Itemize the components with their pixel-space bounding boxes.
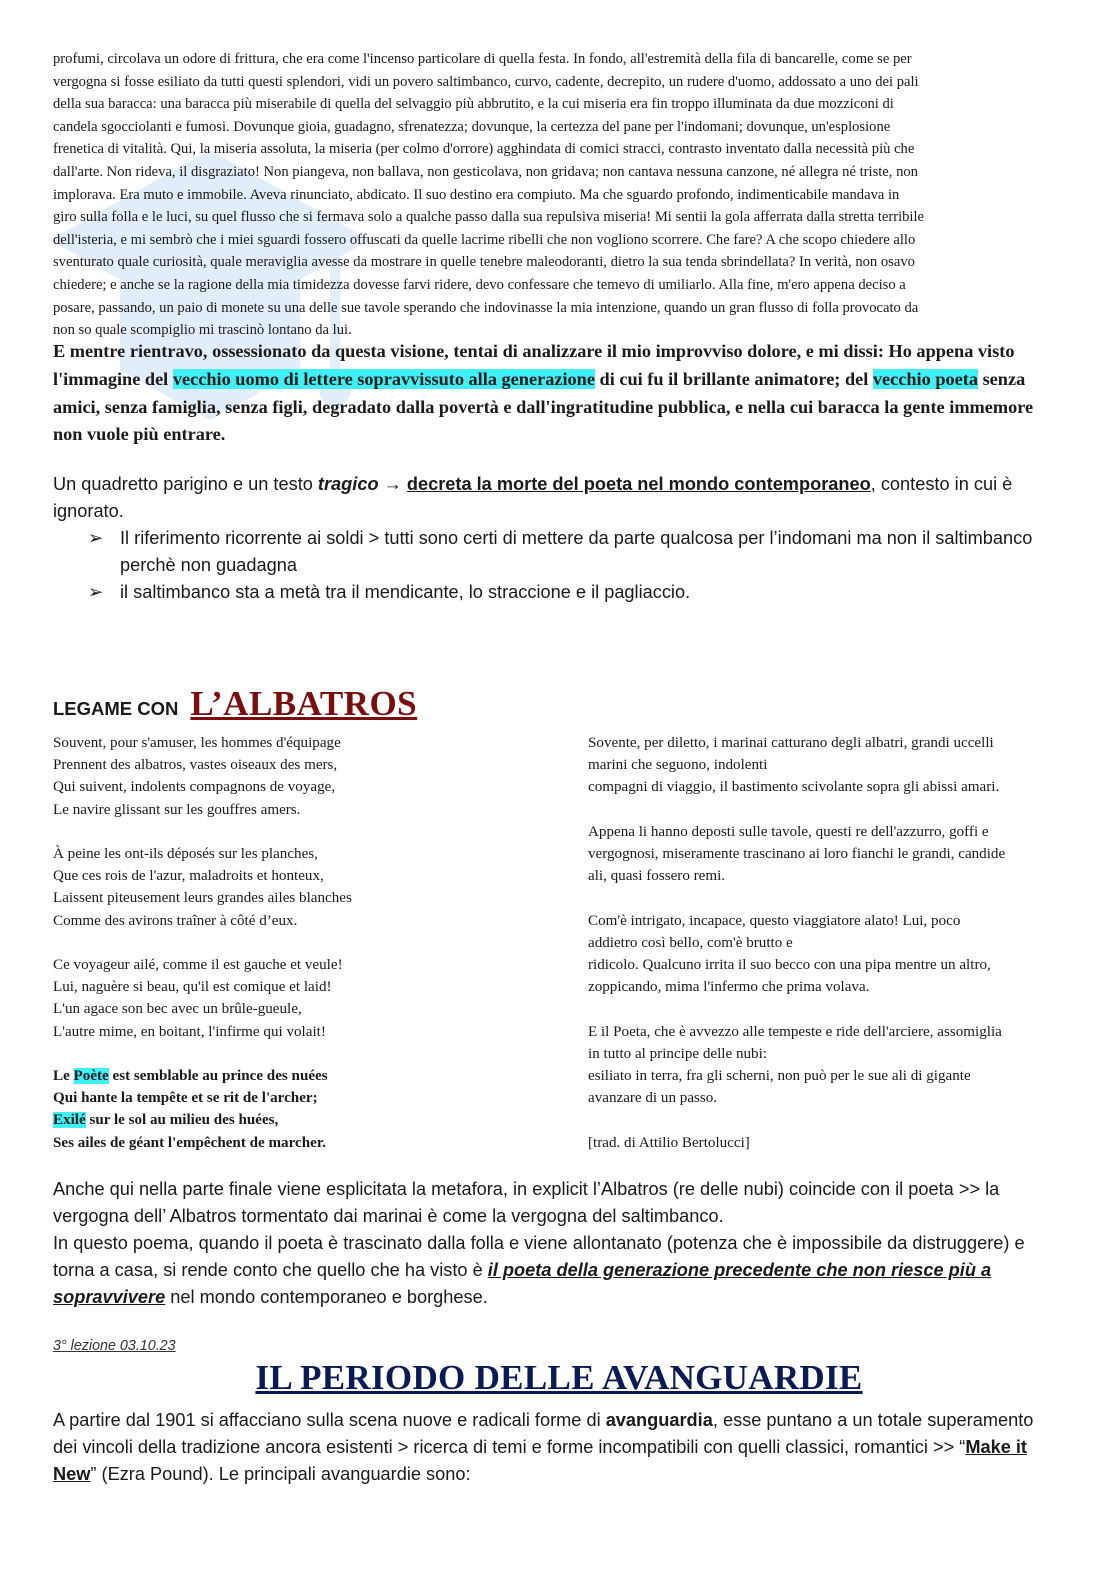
poem-line: Comme des avirons traîner à côté d’eux. [53,912,298,929]
albatros-heading [53,684,417,724]
poem-line: Le navire glissant sur les gouffres amers. [53,801,301,818]
prose-line: giro sulla folla e le luci, su quel flusso che si fermava solo a qualche passo dalla sua repulsiva miseria! Mi sentii la gola afferrata dalla stretta terribile [53,209,925,226]
comment-paragraph-1: Anche qui nella parte finale viene esplicitata la metafora, in explicit l’Albatros (re delle nubi) coincide con il poeta >> la vergogna dell’ Albatros tormentato dai marinai è come la vergogna del saltimbanco. [53,1179,1000,1226]
avanguardia-word: avanguardia [605,1410,713,1430]
list-item [88,579,1053,606]
poem-stanza [588,1021,1058,1110]
quadretto-paragraph [53,471,1053,525]
poem-line: Lui, naguère si beau, qu'il est comique et laid! [53,979,332,996]
poem-line: Que ces rois de l'azur, maladroits et honteux, [53,868,324,885]
avanguardie-text: , esse puntano a un totale superamento dei vincoli della tradizione ancora esistenti > ricerca di temi e forme incompatibili con quelli classici, romantici >> “ [53,1410,1034,1457]
comment-paragraph-2 [53,1230,1058,1311]
poem-line [53,1109,553,1131]
prose-line: non so quale scompiglio mi trascinò lontano da lui. [53,322,352,339]
poem-line: Prennent des albatros, vastes oiseaux des mers, [53,757,338,774]
poem-text: Le [53,1068,74,1084]
poem-line: Sovente, per diletto, i marinai catturano degli albatri, grandi uccelli [588,735,994,751]
translation-credit: [trad. di Attilio Bertolucci] [588,1134,750,1151]
prose-line: dell'isteria, e mi sembrò che i miei sguardi fossero offuscati da quelle lacrime ribelli che non vogliono scorrere. Che fare? A che scopo chiedere allo [53,231,916,248]
albatros-heading-title: L’ALBATROS [190,684,418,723]
poem-stanza [53,1065,553,1154]
highlight-text: vecchio poeta [872,368,978,389]
poem-stanza [53,954,553,1043]
arrow-bullet-icon: ➢ [88,582,104,602]
tragico-word: tragico [317,474,379,494]
poem-line: ridicolo. Qualcuno irrita il suo becco con una pipa mentre un altro, [588,957,991,973]
poem-text: sur le sol au milieu des huées, [85,1112,279,1129]
poem-line: esiliato in terra, fra gli scherni, non può per le sue ali di gigante [588,1068,971,1084]
poem-stanza [53,843,553,932]
highlight-text: Poète [73,1068,109,1084]
prose-line: vergogna si fosse esiliato da tutti questi splendori, vidi un povero saltimbanco, curvo, cadente, decrepito, un rudere d'uomo, addossato a uno dei pali [53,73,919,90]
poem-line: marini che seguono, indolenti [588,757,768,774]
poem-line: E il Poeta, che è avvezzo alle tempeste e ride dell'arciere, assomiglia [588,1023,1002,1040]
poem-line: L'autre mime, en boitant, l'infirme qui volait! [53,1023,326,1040]
prose-line: frenetica di vitalità. Qui, la miseria assoluta, la miseria (per colmo d'orrore) agghindata di comici stracci, contrasto inventato dalla necessità più che [53,141,915,158]
lesson-date-note: 3° lezione 03.10.23 [53,1338,176,1354]
poem-stanza [588,732,1058,799]
poem-line: Appena li hanno deposti sulle tavole, questi re dell'azzurro, goffi e [588,823,989,840]
bold-conclusion-paragraph [53,338,1065,449]
poem-line: Com'è intrigato, incapace, questo viaggiatore alato! Lui, poco [588,912,961,929]
prose-line: chiedere; e anche se la ragione della mia timidezza dovesse farvi ridere, devo confessare che temevo di umiliarlo. Alla fine, m'ero appena deciso a [53,276,906,293]
poem-italian [588,732,1058,1154]
albatros-heading-label: LEGAME CON [53,698,179,719]
comment-text: nel mondo contemporaneo e borghese. [165,1287,488,1307]
bold-text: di cui fu il brillante animatore; del [594,368,873,389]
poem-stanza [588,910,1058,999]
poem-line: L'un agace son bec avec un brûle-gueule, [53,1001,302,1018]
poem-line: Souvent, pour s'amuser, les hommes d'équipage [53,735,341,751]
highlight-text: vecchio uomo di lettere sopravvissuto alla generazione [172,368,595,389]
prose-line: posare, passando, un paio di monete su una delle sue tavole sperando che indovinasse la mia intenzione, quando un gran flusso di folla provocato da [53,299,919,316]
quadretto-intro: Un quadretto parigino e un testo [53,474,318,494]
poem-stanza [53,732,553,821]
quadretto-rest: , contesto in cui è ignorato. [53,474,1013,521]
poem-line: Ce voyageur ailé, comme il est gauche et veule! [53,957,343,973]
poem-line: Ses ailes de géant l'empêchent de marcher. [53,1134,326,1151]
avanguardie-text: A partire dal 1901 si affacciano sulla scena nuove e radicali forme di [53,1410,606,1430]
bold-text: senza amici, senza famiglia, senza figli, degradato dalla povertà e dall'ingratitudine pubblica, e nella cui baracca la gente immemore non vuole più entrare. [53,368,1034,445]
poem-line: addietro così bello, com'è brutto e [588,934,793,951]
arrow-bullet-icon: ➢ [88,528,104,548]
highlight-text: Exilé [53,1112,86,1129]
prose-line: sventurato quale curiosità, quale meraviglia avesse da mostrare in quelle tenebre maleodoranti, dietro la sua tenda sbrindellata? In verità, non osavo [53,254,915,271]
poem-line: zoppicando, mima l'infermo che prima volava. [588,979,870,996]
poem-line: ali, quasi fossero remi. [588,868,726,885]
avanguardie-paragraph [53,1407,1058,1488]
poem-line: Laissent piteusement leurs grandes ailes blanches [53,890,352,907]
bullet-list [88,525,1053,606]
prose-line: della sua baracca: una baracca più miserabile di quella del selvaggio più abbrutito, e la cui miseria era fin troppo illuminata da due mozziconi di [53,96,894,113]
poem-line: avanzare di un passo. [588,1090,718,1107]
poem-stanza [588,821,1058,888]
poem-text: est semblable au prince des nuées [108,1068,328,1084]
make-it-new-phrase: Make it New [53,1437,1027,1484]
prose-line: profumi, circolava un odore di frittura, che era come l'incenso particolare di quella festa. In fondo, all'estremità della fila di bancarelle, come se per [53,51,912,67]
prose-line: dall'arte. Non rideva, il disgraziato! Non piangeva, non ballava, non gesticolava, non gridava; non cantava nessuna canzone, né allegra né triste, non [53,163,918,180]
poem-line: Qui suivent, indolents compagnons de voyage, [53,779,336,796]
section-title: IL PERIODO DELLE AVANGUARDIE [255,1358,863,1397]
list-item [88,525,1053,579]
poem-line: in tutto al principe delle nubi: [588,1045,767,1062]
comment-text: In questo poema, quando il poeta è trascinato dalla folla e viene allontanato (potenza che è impossibile da distruggere) e torna a casa, si rende conto che quello che ha visto è [53,1233,1025,1280]
bullet-text: il saltimbanco sta a metà tra il mendicante, lo straccione e il pagliaccio. [120,582,691,602]
comment-emphasis: il poeta della generazione precedente che non riesce più a sopravvivere [53,1260,992,1307]
poem-french [53,732,553,1176]
decreta-phrase: decreta la morte del poeta nel mondo contemporaneo [406,474,871,494]
prose-line: candela sgocciolanti e fumosi. Dovunque gioia, guadagno, sfrenatezza; dovunque, la certezza del pane per l'indomani; dovunque, un'esplosione [53,118,891,135]
poem-line: vergognosi, miseramente trascinano ai loro fianchi le grandi, candide [588,846,1006,862]
saltimbanco-prose [53,48,1065,342]
bullet-text: Il riferimento ricorrente ai soldi > tutti sono certi di mettere da parte qualcosa per l’indomani ma non il saltimbanco perchè non guadagna [120,528,1033,575]
prose-line: implorava. Era muto e immobile. Aveva rinunciato, abdicato. Il suo destino era compiuto. Ma che sguardo profondo, indimenticabile mandava in [53,186,900,203]
avanguardie-text: ” (Ezra Pound). Le principali avanguardie sono: [90,1464,471,1484]
poem-line: À peine les ont-ils déposés sur les planches, [53,846,318,862]
poem-line: compagni di viaggio, il bastimento scivolante sopra gli abissi amari. [588,779,1000,796]
poem-line: Qui hante la tempête et se rit de l'archer; [53,1090,318,1107]
arrow-symbol: → [378,474,407,494]
bold-text: E mentre rientravo, ossessionato da questa visione, tentai di analizzare il mio improvviso dolore, e mi dissi: Ho appena visto l'immagine del [53,341,1015,389]
poem-line [53,1065,553,1087]
